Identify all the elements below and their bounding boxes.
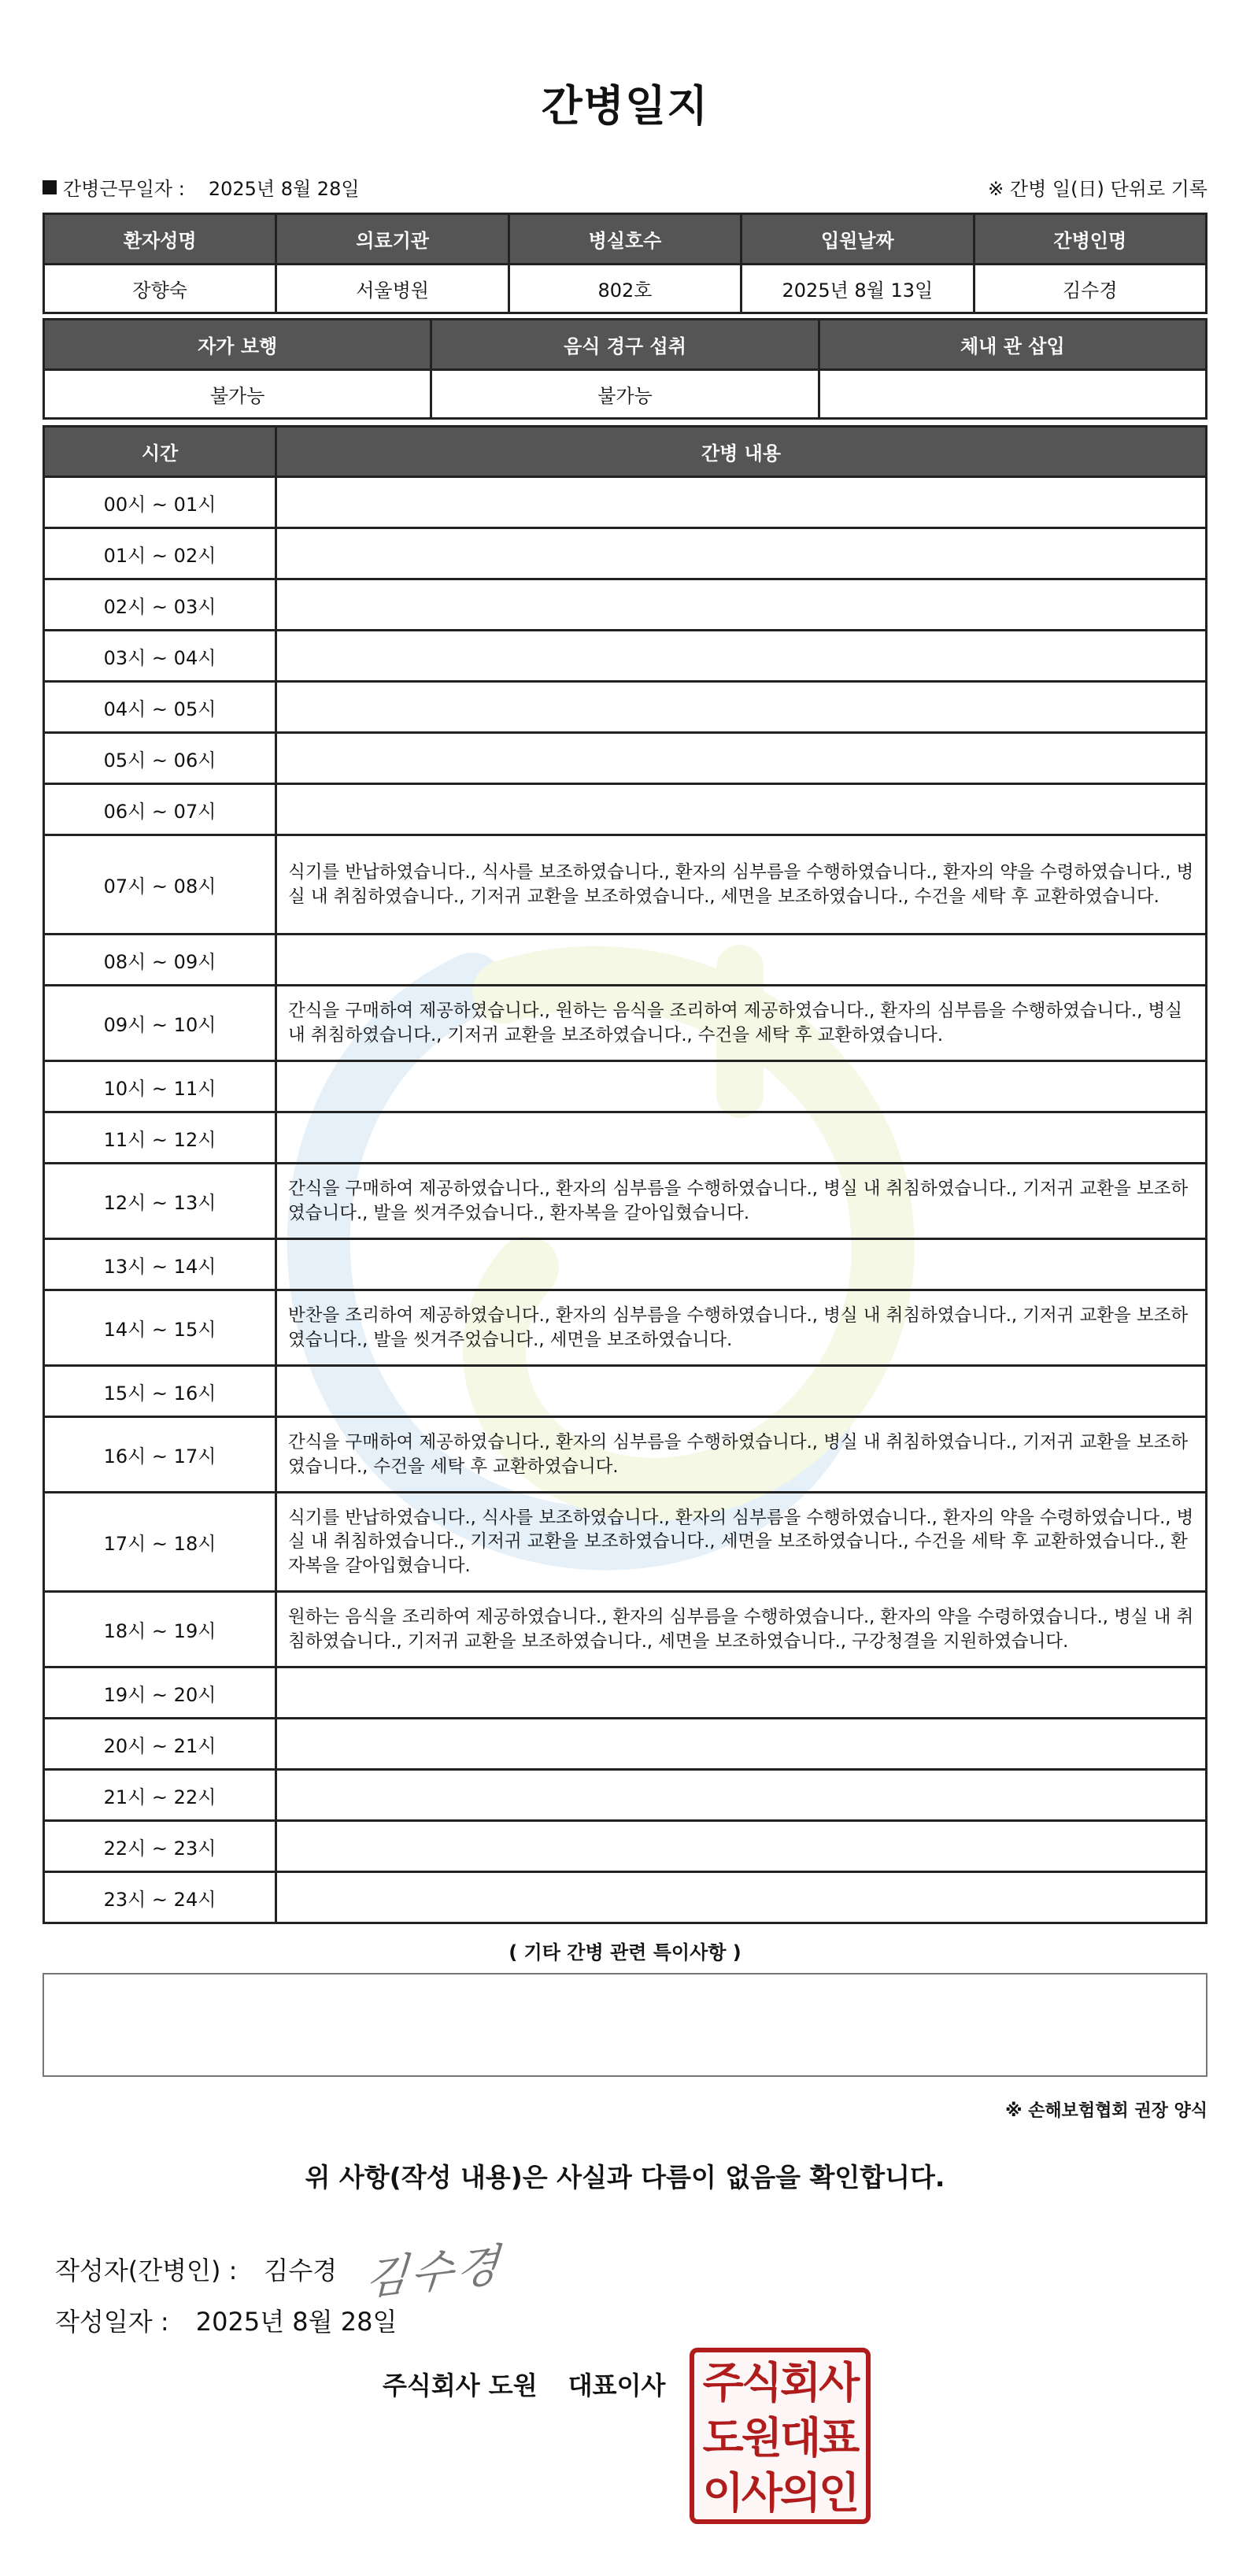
time-cell: 21시 ~ 22시 <box>44 1770 276 1821</box>
company-name: 주식회사 도원 <box>383 2371 538 2400</box>
content-cell: 식기를 반납하였습니다., 식사를 보조하였습니다., 환자의 심부름을 수행하였습니다., 환자의 약을 수령하였습니다., 병실 내 취침하였습니다., 기저귀 교환을 보조하였습니다., 세면을 보조하였습니다., 수건을 세탁 후 교환하였습니다. <box>276 835 1207 935</box>
table-row <box>44 835 1207 935</box>
table-row <box>44 1061 1207 1112</box>
time-cell: 16시 ~ 17시 <box>44 1417 276 1493</box>
form-source-note: ※ 손해보험협회 권장 양식 <box>1005 2101 1207 2121</box>
content-cell <box>276 631 1207 682</box>
seal-line: 이사의인 <box>702 2468 858 2518</box>
content-cell <box>276 477 1207 528</box>
time-cell: 19시 ~ 20시 <box>44 1667 276 1719</box>
content-cell <box>276 935 1207 986</box>
content-cell <box>276 579 1207 631</box>
header-oral-intake: 음식 경구 섭취 <box>431 320 819 370</box>
content-cell <box>276 1366 1207 1417</box>
content-cell <box>276 1719 1207 1770</box>
handwritten-signature: 김수경 <box>364 2239 504 2306</box>
time-cell: 12시 ~ 13시 <box>44 1164 276 1239</box>
time-cell: 13시 ~ 14시 <box>44 1239 276 1290</box>
table-row <box>44 935 1207 986</box>
table-row <box>44 1164 1207 1239</box>
table-row <box>44 528 1207 579</box>
content-cell <box>276 528 1207 579</box>
time-cell: 17시 ~ 18시 <box>44 1493 276 1592</box>
seal-line: 주식회사 <box>702 2358 858 2408</box>
time-cell: 20시 ~ 21시 <box>44 1719 276 1770</box>
table-row <box>44 1366 1207 1417</box>
content-cell <box>276 682 1207 733</box>
table-row <box>44 986 1207 1061</box>
oral-intake-status: 불가능 <box>431 370 819 419</box>
header-hospital: 의료기관 <box>276 214 509 265</box>
time-cell: 05시 ~ 06시 <box>44 733 276 784</box>
patient-info-table <box>43 213 1207 314</box>
time-cell: 23시 ~ 24시 <box>44 1872 276 1923</box>
work-date-value: 2025년 8월 28일 <box>208 178 360 200</box>
content-cell <box>276 1872 1207 1923</box>
author-name: 김수경 <box>264 2256 338 2285</box>
content-cell <box>276 1821 1207 1872</box>
content-cell <box>276 784 1207 835</box>
table-row <box>44 1493 1207 1592</box>
header-caregiver-name: 간병인명 <box>974 214 1206 265</box>
header-walking: 자가 보행 <box>44 320 431 370</box>
header-tube-insertion: 체내 관 삽입 <box>819 320 1206 370</box>
header-care-content: 간병 내용 <box>276 427 1207 477</box>
time-cell: 14시 ~ 15시 <box>44 1290 276 1366</box>
hospital: 서울병원 <box>276 265 509 313</box>
time-cell: 04시 ~ 05시 <box>44 682 276 733</box>
table-row <box>44 1770 1207 1821</box>
time-cell: 10시 ~ 11시 <box>44 1061 276 1112</box>
content-cell <box>276 733 1207 784</box>
time-cell: 00시 ~ 01시 <box>44 477 276 528</box>
author-line <box>55 2237 504 2306</box>
page-title: 간병일지 <box>541 81 709 131</box>
written-date-value: 2025년 8월 28일 <box>195 2307 398 2337</box>
work-date-label: 간병근무일자 : <box>63 178 185 200</box>
content-cell <box>276 1112 1207 1164</box>
company-line <box>383 2366 665 2402</box>
written-date-line <box>55 2302 397 2338</box>
company-seal-stamp <box>690 2348 871 2524</box>
walking-status: 불가능 <box>44 370 431 419</box>
room-number: 802호 <box>509 265 741 313</box>
meta-row <box>43 173 1207 205</box>
time-cell: 06시 ~ 07시 <box>44 784 276 835</box>
table-row <box>44 579 1207 631</box>
table-row <box>44 1719 1207 1770</box>
patient-status-table <box>43 318 1207 420</box>
time-cell: 07시 ~ 08시 <box>44 835 276 935</box>
work-date <box>43 173 360 201</box>
special-notes-box <box>43 1973 1207 2077</box>
content-cell <box>276 1770 1207 1821</box>
company-representative: 대표이사 <box>568 2371 666 2400</box>
table-row <box>44 784 1207 835</box>
content-cell: 반찬을 조리하여 제공하였습니다., 환자의 심부름을 수행하였습니다., 병실 내 취침하였습니다., 기저귀 교환을 보조하였습니다., 발을 씻겨주었습니다., 세면을 보조하였습니다. <box>276 1290 1207 1366</box>
table-row <box>44 1239 1207 1290</box>
author-label: 작성자(간병인) : <box>55 2256 238 2285</box>
caregiver-name: 김수경 <box>974 265 1206 313</box>
table-row <box>44 1592 1207 1667</box>
time-cell: 03시 ~ 04시 <box>44 631 276 682</box>
content-cell: 원하는 음식을 조리하여 제공하였습니다., 환자의 심부름을 수행하였습니다., 환자의 약을 수령하였습니다., 병실 내 취침하였습니다., 기저귀 교환을 보조하였습니다., 세면을 보조하였습니다., 구강청결을 지원하였습니다. <box>276 1592 1207 1667</box>
table-row <box>44 477 1207 528</box>
time-cell: 18시 ~ 19시 <box>44 1592 276 1667</box>
content-cell <box>276 1239 1207 1290</box>
time-cell: 11시 ~ 12시 <box>44 1112 276 1164</box>
table-row <box>44 1821 1207 1872</box>
content-cell: 식기를 반납하였습니다., 식사를 보조하였습니다., 환자의 심부름을 수행하였습니다., 환자의 약을 수령하였습니다., 병실 내 취침하였습니다., 기저귀 교환을 보조하였습니다., 세면을 보조하였습니다., 수건을 세탁 후 교환하였습니다., 환자복을 갈아입혔습니다. <box>276 1493 1207 1592</box>
table-row <box>44 1112 1207 1164</box>
time-cell: 08시 ~ 09시 <box>44 935 276 986</box>
content-cell: 간식을 구매하여 제공하였습니다., 환자의 심부름을 수행하였습니다., 병실 내 취침하였습니다., 기저귀 교환을 보조하였습니다., 수건을 세탁 후 교환하였습니다. <box>276 1417 1207 1493</box>
table-row <box>44 682 1207 733</box>
time-cell: 01시 ~ 02시 <box>44 528 276 579</box>
content-cell: 간식을 구매하여 제공하였습니다., 원하는 음식을 조리하여 제공하였습니다., 환자의 심부름을 수행하였습니다., 병실 내 취침하였습니다., 기저귀 교환을 보조하였습니다., 수건을 세탁 후 교환하였습니다. <box>276 986 1207 1061</box>
table-row <box>44 631 1207 682</box>
care-log-table <box>43 425 1207 1924</box>
header-room: 병실호수 <box>509 214 741 265</box>
content-cell: 간식을 구매하여 제공하였습니다., 환자의 심부름을 수행하였습니다., 병실 내 취침하였습니다., 기저귀 교환을 보조하였습니다., 발을 씻겨주었습니다., 환자복을 갈아입혔습니다. <box>276 1164 1207 1239</box>
table-row <box>44 1417 1207 1493</box>
admission-date: 2025년 8월 13일 <box>741 265 974 313</box>
table-row <box>44 1667 1207 1719</box>
tube-insertion-status <box>819 370 1206 419</box>
header-time: 시간 <box>44 427 276 477</box>
record-unit-note: ※ 간병 일(日) 단위로 기록 <box>988 178 1207 200</box>
content-cell <box>276 1667 1207 1719</box>
seal-line: 도원대표 <box>702 2413 858 2463</box>
written-date-label: 작성일자 : <box>55 2307 169 2337</box>
time-cell: 15시 ~ 16시 <box>44 1366 276 1417</box>
confirmation-statement: 위 사항(작성 내용)은 사실과 다름이 없음을 확인합니다. <box>305 2162 945 2193</box>
header-admission-date: 입원날짜 <box>741 214 974 265</box>
special-notes-title: ( 기타 간병 관련 특이사항 ) <box>509 1941 741 1963</box>
time-cell: 02시 ~ 03시 <box>44 579 276 631</box>
square-bullet-icon <box>43 180 57 194</box>
content-cell <box>276 1061 1207 1112</box>
table-row <box>44 1872 1207 1923</box>
time-cell: 09시 ~ 10시 <box>44 986 276 1061</box>
header-patient-name: 환자성명 <box>44 214 276 265</box>
time-cell: 22시 ~ 23시 <box>44 1821 276 1872</box>
patient-name: 장향숙 <box>44 265 276 313</box>
table-row <box>44 1290 1207 1366</box>
table-row <box>44 733 1207 784</box>
